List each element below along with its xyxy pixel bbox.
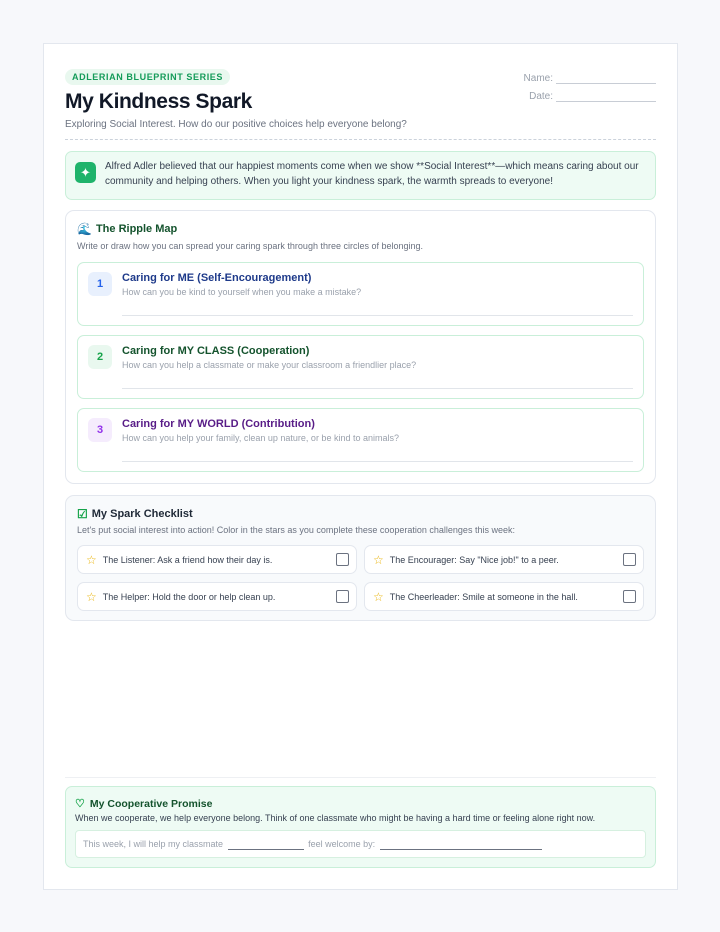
heart-icon: ♡	[75, 798, 85, 810]
intro-text: Alfred Adler believed that our happiest moments come when we show **Social Interest**—which means caring about our community and helping others. When you light your kindness spark, the warmth spreads to everyone!	[105, 161, 639, 187]
sparkle-icon: ✦	[75, 162, 96, 183]
checkbox[interactable]	[623, 590, 636, 603]
ripple-map-title: The Ripple Map	[95, 223, 178, 235]
star-icon[interactable]: ☆	[373, 589, 384, 604]
star-icon[interactable]: ☆	[373, 552, 384, 567]
ripple-item-title: Caring for ME (Self-Encouragement)	[122, 272, 312, 284]
ripple-map-heading	[77, 222, 177, 236]
series-badge: ADLERIAN BLUEPRINT SERIES	[65, 69, 230, 85]
checklist-item-label: The Encourager: Say "Nice job!" to a peer.	[389, 554, 559, 565]
ripple-item-me[interactable]	[77, 262, 644, 326]
answer-line[interactable]	[122, 388, 633, 389]
star-icon[interactable]: ☆	[86, 589, 97, 604]
answer-line[interactable]	[122, 461, 633, 462]
checkbox[interactable]	[336, 553, 349, 566]
ripple-item-number: 1	[88, 272, 112, 296]
ripple-item-title: Caring for MY CLASS (Cooperation)	[122, 345, 310, 357]
ripple-map-card	[65, 210, 656, 484]
date-line[interactable]	[556, 92, 656, 102]
ripple-item-class[interactable]	[77, 335, 644, 399]
intro-callout	[65, 151, 656, 200]
checklist-item[interactable]	[364, 545, 644, 574]
ripple-item-prompt: How can you help a classmate or make your classroom a friendlier place?	[122, 360, 417, 370]
promise-title: My Cooperative Promise	[89, 797, 213, 810]
checklist-heading	[77, 507, 193, 521]
cooperative-promise-card	[65, 786, 656, 868]
name-date-fields	[516, 66, 656, 102]
answer-line[interactable]	[122, 315, 633, 316]
page-subtitle: Exploring Social Interest. How do our positive choices help everyone belong?	[65, 119, 407, 130]
promise-description: When we cooperate, we help everyone belong. Think of one classmate who might be having a hard time or feeling alone right now.	[75, 813, 596, 823]
checklist-item-label: The Listener: Ask a friend how their day is.	[102, 554, 273, 565]
date-field[interactable]	[516, 84, 656, 102]
date-label: Date:	[529, 91, 553, 102]
star-icon[interactable]: ☆	[86, 552, 97, 567]
header-divider	[65, 139, 656, 140]
checklist-item[interactable]	[77, 582, 357, 611]
action-blank[interactable]	[380, 840, 542, 850]
name-field[interactable]	[516, 66, 656, 84]
name-label: Name:	[523, 73, 553, 84]
ripple-item-world[interactable]	[77, 408, 644, 472]
promise-sentence-mid: feel welcome by:	[308, 839, 376, 849]
ripple-item-number: 3	[88, 418, 112, 442]
spark-checklist-card	[65, 495, 656, 621]
worksheet-page	[43, 43, 678, 890]
checklist-item[interactable]	[364, 582, 644, 611]
checklist-item-label: The Helper: Hold the door or help clean up.	[102, 591, 276, 602]
checklist-grid	[77, 545, 644, 611]
promise-sentence-start: This week, I will help my classmate	[83, 839, 224, 849]
ripple-item-number: 2	[88, 345, 112, 369]
ripple-item-prompt: How can you be kind to yourself when you make a mistake?	[122, 287, 362, 297]
checkbox[interactable]	[336, 590, 349, 603]
checklist-title: My Spark Checklist	[91, 508, 193, 520]
ripple-item-prompt: How can you help your family, clean up nature, or be kind to animals?	[122, 433, 399, 443]
wave-icon: 🌊	[77, 222, 92, 236]
checkbox[interactable]	[623, 553, 636, 566]
footer-divider	[65, 777, 656, 778]
ripple-map-description: Write or draw how you can spread your caring spark through three circles of belonging.	[77, 241, 424, 251]
checkbox-icon: ☑	[77, 507, 88, 521]
ripple-item-title: Caring for MY WORLD (Contribution)	[122, 418, 315, 430]
checklist-item[interactable]	[77, 545, 357, 574]
promise-heading	[75, 797, 212, 810]
checklist-description: Let's put social interest into action! Color in the stars as you complete these cooperation challenges this week:	[77, 525, 515, 535]
promise-sentence[interactable]	[75, 830, 646, 858]
name-line[interactable]	[556, 74, 656, 84]
page-title: My Kindness Spark	[65, 90, 252, 113]
classmate-blank[interactable]	[228, 840, 304, 850]
checklist-item-label: The Cheerleader: Smile at someone in the hall.	[389, 591, 578, 602]
